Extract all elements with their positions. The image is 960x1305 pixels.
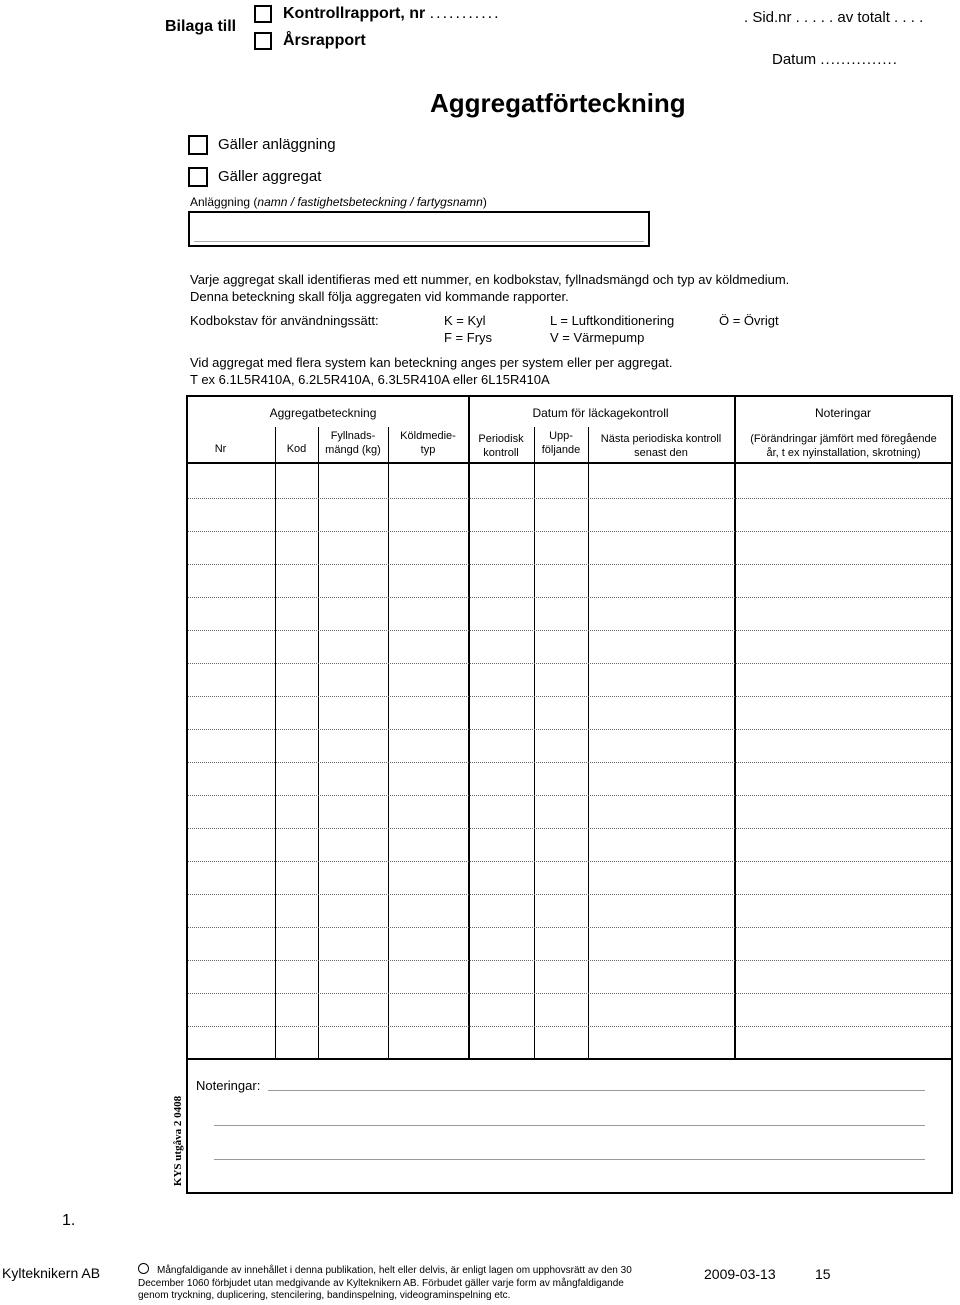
footer-page-number: 15 <box>815 1266 831 1282</box>
code-k: K = Kyl <box>444 313 486 328</box>
arsrapport-checkbox[interactable] <box>254 32 272 50</box>
notes-line-3[interactable] <box>214 1159 925 1160</box>
group-datum: Datum för läckagekontroll <box>532 406 669 420</box>
table-row[interactable] <box>188 894 951 895</box>
code-o: Ö = Övrigt <box>719 313 779 328</box>
arsrapport-label: Årsrapport <box>283 32 366 49</box>
notes-line-1[interactable] <box>268 1090 925 1091</box>
galler-aggregat-checkbox[interactable] <box>188 167 208 187</box>
col-nasta: Nästa periodiska kontroll senast den <box>600 433 722 459</box>
col-periodisk: Periodisk kontroll <box>478 433 524 459</box>
copyright-icon <box>138 1263 149 1274</box>
table-row[interactable] <box>188 762 951 763</box>
table-row[interactable] <box>188 828 951 829</box>
table-row[interactable] <box>188 993 951 994</box>
table-row[interactable] <box>188 564 951 565</box>
galler-anlaggning-checkbox[interactable] <box>188 135 208 155</box>
form-version-label: KYS utgåva 2 0408 <box>172 1095 184 1187</box>
table-row[interactable] <box>188 927 951 928</box>
page-marker: 1. <box>62 1212 76 1229</box>
copyright-notice: Mångfaldigande av innehållet i denna publikation, helt eller delvis, är enligt lagen om upphovsrätt av den 30 December 1060 förbjudet utan medgivande av Kylteknikern AB. Förbudet gäller varje form av mångfaldigande genom tryckning, duplicering, stencilering, bandinspelning, videograminspelning etc. <box>138 1265 632 1301</box>
col-nr: Nr <box>214 443 227 455</box>
group-aggregatbeteckning: Aggregatbeteckning <box>269 406 377 420</box>
code-f: F = Frys <box>444 330 493 345</box>
table-row[interactable] <box>188 531 951 532</box>
table-row[interactable] <box>188 498 951 499</box>
instruction-line-1: Varje aggregat skall identifieras med ett nummer, en kodbokstav, fyllnadsmängd och typ av köldmedium. <box>190 272 790 287</box>
page-title: Aggregatförteckning <box>430 88 686 118</box>
kodbokstav-label: Kodbokstav för användningssätt: <box>190 313 379 328</box>
galler-aggregat-label: Gäller aggregat <box>218 168 322 185</box>
footer-date: 2009-03-13 <box>704 1266 776 1282</box>
col-koldmedietyp: Köldmedie- typ <box>400 430 456 456</box>
table-row[interactable] <box>188 663 951 664</box>
instruction-line-2: Denna beteckning skall följa aggregaten vid kommande rapporter. <box>190 289 569 304</box>
notes-label: Noteringar: <box>196 1078 261 1093</box>
col-noteringar: (Förändringar jämfört med föregående år, t ex nyinstallation, skrotning) <box>750 433 937 459</box>
bilaga-label: Bilaga till <box>165 18 237 35</box>
anlaggning-field-label: Anläggning (namn / fastighetsbeteckning / fartygsnamn) <box>190 195 487 209</box>
table-row[interactable] <box>188 696 951 697</box>
table-row[interactable] <box>188 1026 951 1027</box>
table-row[interactable] <box>188 795 951 796</box>
instruction-line-3: Vid aggregat med flera system kan beteckning anges per system eller per aggregat. <box>190 355 673 370</box>
anlaggning-input[interactable] <box>188 211 650 247</box>
table-row[interactable] <box>188 960 951 961</box>
col-kod: Kod <box>286 443 307 455</box>
code-l: L = Luftkonditionering <box>550 313 675 328</box>
kontrollrapport-label: Kontrollrapport, nr ........... <box>283 5 501 22</box>
galler-anlaggning-label: Gäller anläggning <box>218 136 336 153</box>
table-row[interactable] <box>188 729 951 730</box>
table-row[interactable] <box>188 597 951 598</box>
datum-field: Datum ............... <box>772 51 898 68</box>
aggregat-table <box>186 395 953 1194</box>
notes-line-2[interactable] <box>214 1125 925 1126</box>
code-v: V = Värmepump <box>550 330 645 345</box>
instruction-line-4: T ex 6.1L5R410A, 6.2L5R410A, 6.3L5R410A eller 6L15R410A <box>190 372 550 387</box>
table-row[interactable] <box>188 861 951 862</box>
sidnr-field: . Sid.nr . . . . . av totalt . . . . <box>744 9 924 26</box>
col-uppfoljande: Upp- följande <box>541 430 581 456</box>
table-row[interactable] <box>188 630 951 631</box>
col-fyllnadsmangd: Fyllnads- mängd (kg) <box>325 430 381 456</box>
company-name: Kylteknikern AB <box>2 1265 101 1281</box>
kontrollrapport-checkbox[interactable] <box>254 5 272 23</box>
group-noteringar: Noteringar <box>814 406 872 420</box>
